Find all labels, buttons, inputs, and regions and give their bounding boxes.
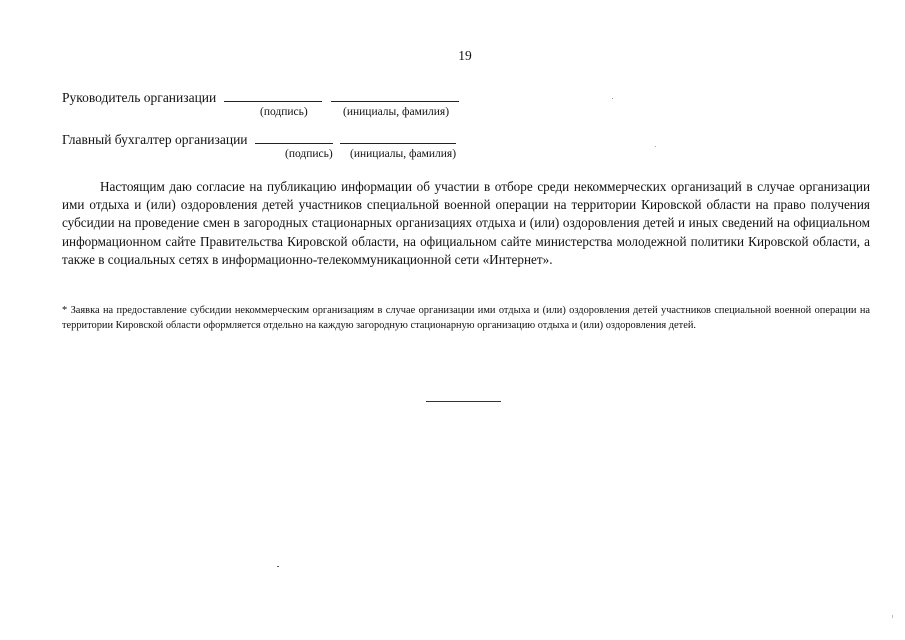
caption-name: (инициалы, фамилия) [343, 106, 450, 118]
signature-row-head [62, 90, 459, 106]
signature-line [255, 132, 333, 144]
scan-speck [612, 98, 613, 99]
caption-signature: (подпись) [260, 106, 308, 118]
scan-speck [892, 615, 893, 618]
footnote: * Заявка на предоставление субсидии некоммерческим организациям в случае организации ими отдыха и (или) оздоровления детей участников специальной военной операции на территории Кировской области оформляется отдельно на каждую загородную стационарную организацию отдыха и (или) оздоровления детей. [62, 305, 870, 331]
signature-line [224, 90, 322, 102]
signature-label-accountant: Главный бухгалтер организации [62, 132, 248, 147]
name-line [340, 132, 456, 144]
consent-paragraph: Настоящим даю согласие на публикацию информации об участии в отборе среди некоммерческих организаций в случае организации ими отдыха и (или) оздоровления детей участников специальной военной операции на территории Кировской области на право получения субсидии на проведение смен в загородных стационарных организациях отдыха и (или) оздоровления детей и иных сведений на официальном информационном сайте Правительства Кировской области, на официальном сайте министерства молодежной политики Кировской области, а также в социальных сетях в информационно-телекоммуникационной сети «Интернет». [62, 179, 870, 267]
caption-signature: (подпись) [285, 148, 333, 160]
caption-name: (инициалы, фамилия) [350, 148, 457, 160]
scan-speck [277, 566, 279, 567]
name-line [331, 90, 459, 102]
scan-speck [655, 146, 656, 147]
page-number: 19 [458, 48, 472, 63]
end-of-document-rule [426, 401, 501, 402]
signature-label-head: Руководитель организации [62, 90, 217, 105]
signature-row-accountant [62, 132, 456, 148]
